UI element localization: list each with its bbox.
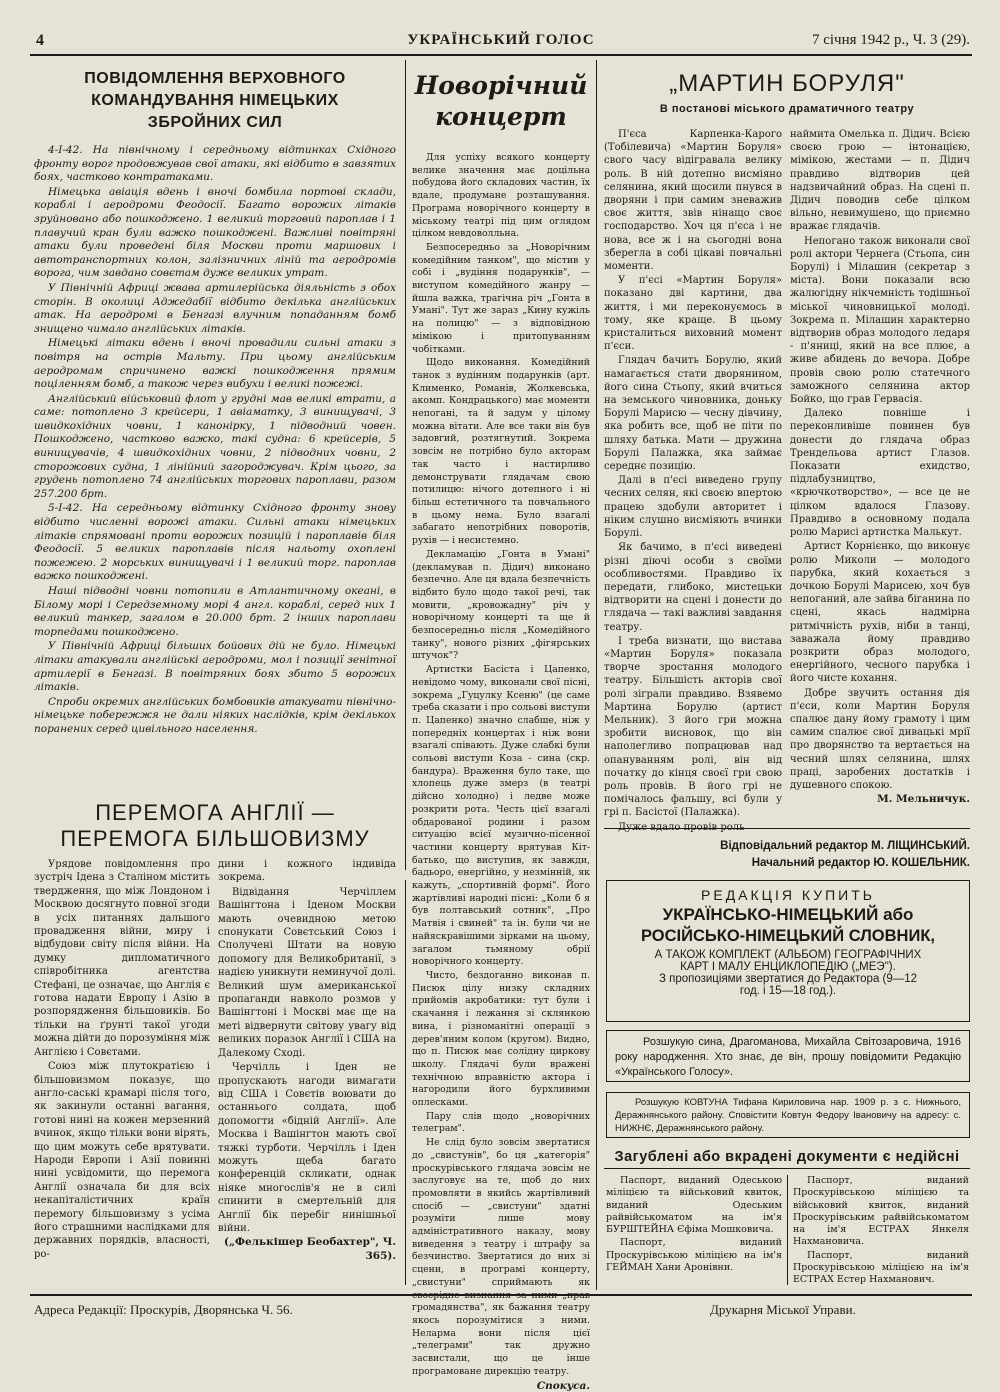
communique-heading: ПОВІДОМЛЕННЯ ВЕРХОВНОГО КОМАНДУВАННЯ НІМЕЦЬКИХ ЗБРОЙНИХ СИЛ — [54, 68, 376, 134]
editor-responsible: Відповідальний редактор М. ЛІЩИНСЬКИЙ. — [604, 838, 970, 855]
paragraph: Спроби окремих англійських бомбовиків атакувати північно-німецьке побережжя не дали ніяких наслідків, крім декількох поранених серед цивільного населення. — [34, 696, 396, 737]
column-divider — [596, 60, 597, 1290]
notice: Паспорт, виданий Проскурівською міліцією на ім'я ЕСТРАХ Естер Нахманович. — [793, 1250, 969, 1287]
paragraph: Відвідання Черчіллем Вашінгтона і Ідeном Москви мають очевидною метою спонукати Совєтський Союз і Сполучені Штати на новую допомогу для Великобританії, з надією уникнути неминучої долі. Великий шум американської пропаганди навколо розмов у Вашінгтоні і Москві має ще на меті відвернути світову увагу від великих поразок Англії і США на Далекому Сході. — [218, 886, 396, 1060]
ad-line: УКРАЇНСЬКО-НІМЕЦЬКИЙ або — [607, 905, 969, 925]
paragraph: Урядове повідомлення про зустріч Ідена з Сталіном містить твердження, що між Лондоном і Москвою досягнуто повної згоди в усіх питаннях дальшого провадження війни, миру і відбудови світу після війни. На думку дипломатичного співробітника агентства Стефані, це означає, що Англія є готова надати Европу і Азію в розпорядження більшовиків. Бо тільки на ґрунті такої угоди можна дійти до порозуміння між Англією і Совєтами. — [34, 858, 210, 1059]
paragraph: Наші підводні човни потопили в Атлантичному океані, в Білому морі і Середземному морі 4 англ. кораблі, серед них 1 великий танкер, загалом в 20.000 брт. 2 інших пароплави торпедами пошкоджено. — [34, 585, 396, 639]
concert-heading-line2: концерт — [412, 101, 590, 132]
paragraph: Німецькі літаки вдень і вночі провадили сильні атаки з повітря на острів Мальту. При цьому англійським аеродромам спричинено важкі пошкодження прямим поціленням бомб, а також через вибухи і великі пожежі. — [34, 337, 396, 391]
paragraph: Не слід було зовсім звертатися до „свистунів", бо ця „категорія" проскурівського глядача зовсім не заслуговує на те, щоб до них промовляти в якийсь жартівливий спосіб — „свистуни" здатні розуміти лише мову адміністративного наказу, мову виведення з театру і штрафу за безчинство. Звертатися до них зі сцени, в програмі концерту, „свистуни" сприймають як громадянства", як бажання театру якось порозумітися з ними. Неларма вони після цієї „телеграми" так дружно засвистали, що це інше програмоване дирекцію театру. — [412, 1137, 590, 1378]
paragraph: Союз між плутократією і більшовизмом показує, що англо-саські крамарі після того, як закинули останні вагання, готові нині на кожен мерзенний вчинок, якщо тільки вони вірять, що цим можуть себе врятувати. Народи Европи і Азії повинні нині усвідомити, що перемога Англії означала би для всіх некапіталістичних країн перемогу більшовизму з усіма його страшними наслідками для державних порядків, власності, ро- — [34, 1060, 210, 1261]
ad-line: РЕДАКЦІЯ КУПИТЬ — [607, 887, 969, 903]
lost-documents-heading: Загублені або вкрадені документи є недійсні — [604, 1146, 970, 1168]
victory-article-right — [218, 858, 396, 1263]
search-kovtun-ad — [606, 1092, 970, 1138]
paragraph: Артист Корнієнко, що виконує ролю Миколи — молодого парубка, який кохається з дочкою Борулі Марисею, хоч був непоганий, але зайва біганина по сцені, якась надмірна ритмічність рухів, ніби в танці, заважала йому правдиво розкрити образ молодого, енергійного, чесного парубка і його чисте кохання. — [790, 540, 970, 685]
paragraph: Безпосередньо за „Новорічним комедійним танком", що містив у собі і „вудіння подарунків", — виступом комедійного жанру — йшла важка, трагічна річ „Гонта в Умані". Тут же зараз „Кину кужіль на полицю" — з відповідною мімікою і притопуванням чобітками. — [412, 242, 590, 356]
paragraph: дини і кожного індивіда зокрема. — [218, 858, 396, 885]
editor-chief: Начальний редактор Ю. КОШЕЛЬНИК. — [604, 855, 970, 872]
borulia-title: „МАРТИН БОРУЛЯ" — [604, 68, 970, 100]
paragraph: 5-I-42. На середньому відтинку Східного фронту знову відбито численні ворожі атаки. Сильні атаки німецьких літаків спрямовані проти ворожих позицій і пароплавів біля Феодосії. 5 великих пароплавів після нальоту охоплені пожежею. 2 морських винищувачі і 1 великий торг. пароплав важко пошкоджені. — [34, 502, 396, 584]
paragraph: Артистки Басіста і Цапенко, невідомо чому, виконали свої пісні, зокрема „Гуцулку Ксеню" (це саме треба сказати і про сольові виступи п. Цапенко) значно слабше, ніж у попередніх концертах і ніж вони взагалі співають. Дуже слабкі були сольові виступи Коза - сина (скр. бандура). Враження було таке, що хлопець дуже змерз (в театрі дійсно холодно) і ледве може розкрити рота. Честь цієї взагалі обдарованої родини і разом ситуацію всієї музично-пісенної частини концерту врятував Кіт-батько, що виступив, як завжди, бадьоро, енергійно, у незмінній, як кажуть, „спортивній формі". Його жартівливі народні пісні: „Коли б я був полтавський сотник", „Про Матвія і свиней" та ін. були чи не найяскравішими зірками на цьому, загалом тьмяному обрії новорічного концерту. — [412, 664, 590, 969]
paragraph: У п'єсі «Мартин Боруля» показано дві картини, два життя, і ми переконуємось в тому, яке краще. В цьому кристалиться виховний момент п'єси. — [604, 274, 782, 353]
communique-article — [34, 68, 396, 738]
editors-block — [604, 838, 970, 872]
concert-heading-line1: Новорічний — [412, 70, 590, 101]
paragraph: Англійський військовий флот у грудні мав великі втрати, а саме: потоплено 3 крейсери, 1 авіаматку, 3 винищувачі, 3 швидкохідних човни, 1 канонірку, 1 підводний човен. Пошкоджено, частково важко, такі судна: 6 крейсерів, 5 винищувачів, 4 швидкохідних човни, 2 підводних човни, 2 сторожових судна, 1 лінійний загороджувач. Крім цього, за грудень потоплено 74 англійських торгових пароплави, разом 257.200 брт. — [34, 393, 396, 502]
column-divider — [405, 60, 406, 870]
paragraph: наймита Омелька п. Дідич. Всією своєю грою — інтонацією, мімікою, жестами — п. Дідич правдиво відтворив цей надзвичайний образ. На сцені п. Дідич поводив себе цілком вільно, невимушено, що приємно вражає глядачів. — [790, 128, 970, 234]
paragraph: Декламацію „Гонта в Умані" (декламував п. Дідич) виконано безпечно. Але ця вдала безпечність відбито було щодо такої речі, так мовити, „кровожадну" річ у новорічному концерті та ще й безпосередньо після „Комедійного танку", нового різних „фігярських штучок"? — [412, 549, 590, 663]
ad-text: Розшукую КОВТУНА Тифана Кириловича нар. 1909 р. з с. Нижнього, Деражнянського району. Сповістити Ковтун Федору Івановичу на адресу: с. НИЖНЄ, Деражнянського району. — [607, 1093, 969, 1138]
footer-printer: Друкарня Міської Управи. — [710, 1302, 856, 1318]
paragraph: Пару слів щодо „новорічних телеграм". — [412, 1111, 590, 1136]
paragraph: У Північній Африці жвава артилерійська діяльність з обох сторін. В околиці Аджедабії відбито декілька англійських атак. На аеродромі в Бенгазі влучним попаданням бомб знищено чимало англійських літаків. — [34, 282, 396, 336]
borulia-article-left — [604, 128, 782, 835]
ad-text: Розшукую сина, Драгоманова, Михайла Світозаровича, 1916 року народження. Хто знає, де він, прошу повідомити Редакцію «Українського Голосу». — [607, 1031, 969, 1084]
borulia-article-right — [790, 128, 970, 806]
borulia-subtitle: В постанові міського драматичного театру — [604, 100, 970, 118]
paragraph: Далі в п'єсі виведено групу чесних селян, які своєю впертою працею здобули авторитет і ніким слушно висміяють вчинки Борулі. — [604, 474, 782, 540]
notice: Паспорт, виданий Одеською міліцією та військовий квиток, виданий Одеським райвійськоматом на ім'я БУРШТЕЙНА Єфіма Мошковича. — [606, 1175, 782, 1236]
paragraph: Добре звучить остання дія п'єси, коли Мартин Боруля спалює дану йому грамоту і цим самим спалює свої дивацькі мрії про дворянство та вертається на чесний шлях селянина, шлях праці, заробених достатків і душевного спокою. — [790, 687, 970, 793]
ad-line: А ТАКОЖ КОМПЛЕКТ (АЛЬБОМ) ГЕОГРАФІЧНИХ — [607, 949, 969, 961]
dictionary-ad — [606, 880, 970, 1022]
ad-line: КАРТ І МАЛУ ЕНЦИКЛОПЕДІЮ („МЕЭ"). — [607, 961, 969, 973]
ad-line: год. і 15—18 год.). — [607, 985, 969, 997]
masthead — [30, 30, 972, 56]
paragraph: Непогано також виконали свої ролі актори Чернега (Стьопа, син Борулі) і Мілашин (секретар з міста). Вони показали всю жалюгідну нікчемність тодішньої міської чиновницької молоді. Зокрема п. Мілашин характерно відтворив образ молодого ледаря - п'яниці, який на все плює, а живе абидень до вечора. Добре провів свою ролю статечного заможного селянина актор Бойко, що грав Гервасія. — [790, 235, 970, 407]
victory-signature: („Фелькішер Беобахтер", Ч. 365). — [218, 1236, 396, 1263]
victory-heading-line2: ПЕРЕМОГА БІЛЬШОВИЗМУ — [34, 826, 396, 852]
paragraph: Німецька авіація вдень і вночі бомбила портові склади, кораблі і аеродроми Феодосії. Багато ворожих літаків зруйновано або пошкоджено. 1 великий торговий пароплав і 1 плавучий кран були важко пошкоджені. Важливі повітряні атаки були проведені біля Москви проти маршових і автотранспортних колон, залізничних ліній та аеродромів ворога, чим завдано совєтам дуже великих утрат. — [34, 186, 396, 281]
issue-date: 7 січня 1942 р., Ч. 3 (29). — [812, 32, 970, 49]
paragraph: Далеко повніше і переконливіше повинен був донести до глядача образ Трендельова артист Глазов. Показати ехидство, підлабузництво, «крючкотворство», — все це не цілком вдалося Глазову. Правдиво в основному подала ролю Марисі артистка Малькут. — [790, 407, 970, 539]
ad-line: З пропозиціями звертатися до Редактора (9—12 — [607, 973, 969, 985]
paragraph: Для успіху всякого концерту велике значення має доцільна побудова його складових частин, їх вдале, продумане розташування. Програма новорічного концерту в міському театрі під цим оглядом цілком невдоволльна. — [412, 152, 590, 241]
paragraph: Чисто, бездоганно виконав п. Писюк цілу низку складних прийомів акробатики: тут були і скачання і лежання зі склянкою вина, і різноманітні операції з дерев'яним колом (кругом). Видно, що п. Писюк має солідну циркову школу. Глядачі були вражені технічною вправністю актора і нагородили його бурхливими оплесками. — [412, 970, 590, 1110]
paragraph: Глядач бачить Борулю, який намагається стати дворянином, його сина Стьопу, який вчиться на земського чиновника, доньку Борулі Марисю — чесну дівчину, яка робить все, щоб не піти по шляху батька. Мати — дружина Борулі Палажка, яка займає середнє позицію. — [604, 354, 782, 473]
lost-documents-right — [793, 1175, 969, 1288]
paragraph: Черчілль і Іден не пропускають нагоди вимагати від США і Совєтів воювати до останнього солдата, щоб допомогти «бідній Англії». Але Москва і Вашінгтон мають свої тяжкі турботи. Черчілль і Іден можуть щеба багато конференцій скликати, однак ніяке многослів'я не в силі спинити в смертельній для Англії бік перебіг нинішньої війни. — [218, 1061, 396, 1235]
paragraph: 4-I-42. На північному і середньому відтинках Східного фронту ворог продовжував свої атаки, які відбито в завзятих боях, частково контратаками. — [34, 144, 396, 185]
victory-article-left — [34, 858, 210, 1262]
concert-signature: Спокуса. — [412, 1380, 590, 1392]
paragraph: І треба визнати, що вистава «Мартин Боруля» показала творче зростання молодого театру. Більшість акторів свої ролі зіграли правдиво. Взявемо Мартина Борулю (артист Мельник). З його гри можна зробити висновок, що він наполегливо попрацював над опануванням ролі, він від початку до кінця своєї гри свою роль провів. В його грі не помічалось фальшу, всі були у грі п. Басістої (Палажка). — [604, 635, 782, 820]
notice: Паспорт, виданий Проскурівською міліцією та військовий квиток, виданий Проскурівським райвійськоматом на ім'я ЕСТРАХ Янкеля Нахмановича. — [793, 1175, 969, 1249]
footer-rule — [30, 1294, 972, 1296]
lost-documents-left — [606, 1175, 782, 1275]
concert-article — [412, 152, 590, 1392]
lost-documents-heading-block — [604, 1146, 970, 1169]
page-number: 4 — [36, 32, 44, 50]
column-divider — [405, 880, 406, 1285]
victory-article-heading — [34, 800, 396, 852]
paragraph: У Північній Африці більших бойових дій не було. Німецькі літаки атакували англійські аеродроми, мол і позиції зенітної артилерії в Бенгазі. В повітряних боях збито 5 ворожих літаків. — [34, 640, 396, 694]
paragraph: П'єса Карпенка-Карого (Тобілевича) «Мартин Боруля» свого часу відігравала велику роль. В ній дотепно висміяно селянина, який щосили пнувся в дворяни і при самим зневажив своє життя, звів нінащо своє господарство. Хоч ця п'єса і не нова, все ж і на сьогодні вона зберегла в собі цікаві повчальні моменти. — [604, 128, 782, 273]
concert-heading — [412, 70, 590, 132]
borulia-heading — [604, 68, 970, 118]
newspaper-title: УКРАЇНСЬКИЙ ГОЛОС — [30, 32, 972, 49]
paragraph: Як бачимо, в п'єсі виведені різні діючі особи з своїми особливостями. Правдиво їх передати, глибоко, мистецьки відтворити на сцені і донести до глядача — такі важливі завдання театру. — [604, 541, 782, 633]
ad-line: РОСІЙСЬКО-НІМЕЦЬКИЙ СЛОВНИК, — [607, 927, 969, 946]
borulia-signature: М. Мельничук. — [790, 793, 970, 806]
victory-heading-line1: ПЕРЕМОГА АНГЛІЇ — — [34, 800, 396, 826]
paragraph: Щодо виконання. Комедійний танок з вудінням подарунків (арт. Клименко, Романів, Жолкевська, акомп. Кондрацького) має моменти непогані, та й задум у цілому можна вітати. Але все таки він був задовгий, розтягнутий. Зокрема зовсім не потрібно було акторам так часто і настирливо демонструвати глядачам свою потилицю: нічого дотепного і ні більш естетичного та повчального в цьому нема. Було взагалі забагато непотрібних поворотів, рухів — і несистемно. — [412, 357, 590, 548]
divider — [604, 828, 970, 829]
column-divider — [787, 1175, 788, 1285]
footer-address: Адреса Редакції: Проскурів, Дворянська Ч. 56. — [34, 1302, 293, 1318]
notice: Паспорт, виданий Проскурівською міліцією на ім'я ГЕЙМАН Хани Аронівни. — [606, 1237, 782, 1274]
search-son-ad — [606, 1030, 970, 1082]
